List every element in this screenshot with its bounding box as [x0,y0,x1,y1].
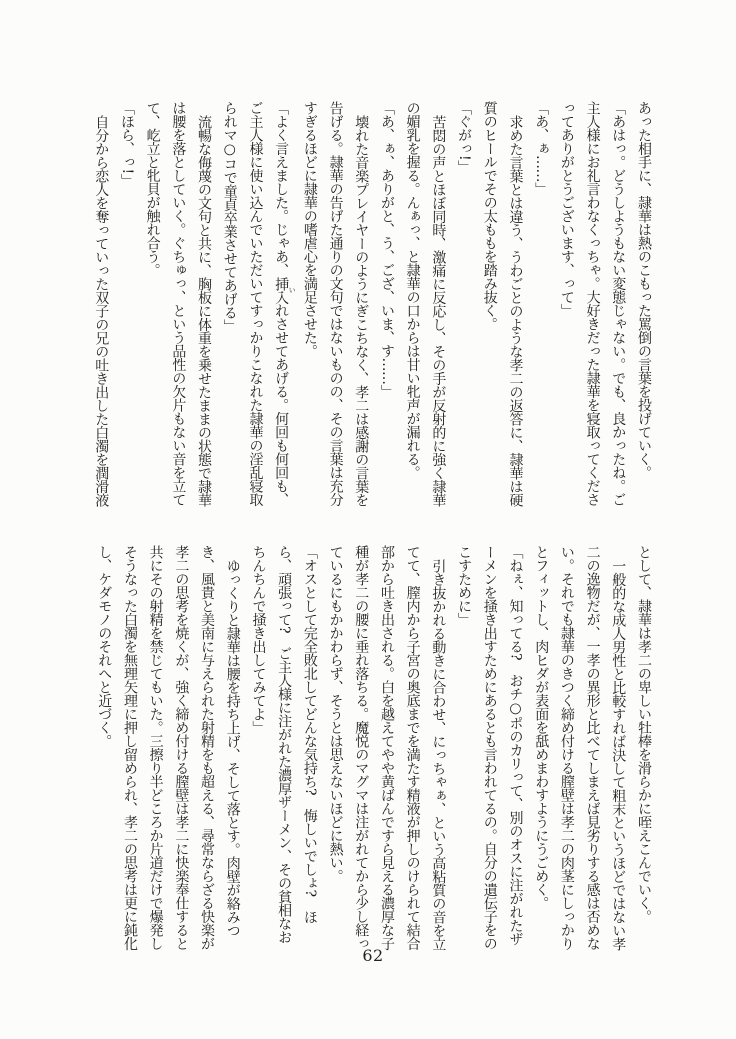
text-line: 「あはっ。どうしようもない変態じゃない。でも、良かったね。ご [610,101,627,506]
text-line: 主人様にお礼言わなくっちゃ。大好きだった隷華を寝取ってくださ [584,101,601,506]
text-line: 二の逸物だが、一孝の異形と比べてしまえば見劣りする感は否めな [584,545,601,950]
text-line: は腰を落としていく。ぐちゅっ、という品性の欠片もない音を立て [170,101,187,506]
text-line: 「ねぇ、知ってる? おチ○ポのカリって、別のオスに注がれたザ [507,545,524,946]
text-line: 共にその射精を禁じてもいた。三擦り半どころか片道だけで爆発し [147,545,164,950]
text-line: ているにもかかわらず、そうとは思えないほどに熱い。 [327,545,344,883]
text-line: 「よく言えました。じゃあ、挿入 いれさせてあげる。何回も何回も、 [273,101,297,506]
text-line: ご主人様に使い込んでいただいてすっかりこなれた隷華の淫乱寝取 [247,101,264,506]
text-line: あった相手に、隷華は熱のこもった罵倒の言葉を投げていく。 [636,101,652,479]
text-line: 質のヒールでその太ももを踏み抜く。 [481,101,498,331]
text-line: とフィットし、肉ヒダが表面を舐めまわすようにうごめく。 [533,545,550,910]
text-line: 孝二の思考を焼くが、強く締め付ける膣壁は孝二に快楽奉仕すると [173,545,190,950]
text-line: ってありがとうございます、って」 [558,101,575,317]
text-line: ら、頑張って? ご主人様に注がれた濃厚ザーメン、その貧相なお [276,545,293,944]
text-line: られマ○コで童貞卒業させてあげる」 [221,101,238,333]
text-line: すぎるほどに隷華の嗜虐心を満足させた。 [301,101,318,358]
text-line: 種が孝二の腰に垂れ落ちる。魔悦のマグマは注がれてから少し経っ [353,545,370,950]
text-line: てて、膣内から子宮の奥底までを満たす精液が押しのけられて結合 [404,545,421,950]
text-line: こすために」 [456,545,473,626]
text-line: ーメンを掻き出すためにあるとも言われてるの。自分の遺伝子をの [481,545,498,950]
text-line: の媚乳を握る。んぁっ、と隷華の口からは甘い牝声が漏れる。 [404,101,421,479]
text-line: として、隷華は孝二の卑しい牡棒を滑らかに咥えこんでいく。 [636,545,652,923]
text-line: 「ほら、っ!」 [118,101,135,188]
text-band-top [88,101,656,507]
text-line: 「あ、ぁ……」 [533,101,550,196]
text-line: そうなった白濁を無理矢理に押し留められ、孝二の思考は更に鈍化 [121,545,138,950]
text-line: 壊れた音楽プレイヤーのようにぎこちなく、孝二は感謝の言葉を [353,115,370,507]
text-line: て、屹立と牝貝が触れ合う。 [144,101,161,277]
text-line: 「ぐがっ!」 [456,101,473,174]
text-line: し、ケダモノのそれへと近づく。 [96,545,113,748]
text-line: 引き抜かれる動きに合わせ、にっちゃぁ、という高粘質の音を立 [430,559,447,951]
text-line: ゆっくりと隷華は腰を持ち上げ、そして落とす。肉壁が絡みつ [224,559,241,937]
text-line: 苦悶の声とほぼ同時、激痛に反応し、その手が反射的に強く隷華 [430,115,447,507]
text-line: 「オスとして完全敗北してどんな気持ち? 悔しいでしょ? ほ [301,545,318,924]
text-line: ちんちんで掻き出してみてよ」 [250,545,267,734]
text-line: き、風貴と美南に与えられた射精をも超える、尋常ならざる快楽が [199,545,216,950]
text-line: 一般的な成人男性と比較すれば決して粗末というほどではない孝 [610,559,627,951]
page-number: 62 [362,946,384,965]
text-line: 部から吐き出される。白を越えてやや黄ばんですら見える濃厚な子 [378,545,395,950]
text-line: 「あ、ぁ、ありがと、う、ござ、いま、す……」 [378,101,395,398]
text-band-bottom [91,545,656,951]
text-line: い。それでも隷華のきつく締め付ける膣壁は孝二の肉茎にしっかり [558,545,575,950]
text-line: 自分から恋人を奪っていった双子の兄の吐き出した白濁を潤滑液 [93,115,110,507]
text-line: 告げる。隷華の告げた通りの文句ではないものの、その言葉は充分 [327,101,344,506]
text-line: 求めた言葉とは違う、うわごとのような孝二の返答に、隷華は硬 [507,115,524,507]
text-line: 流暢な侮蔑の文句と共に、胸板に体重を乗せたままの状態で隷華 [196,115,213,507]
